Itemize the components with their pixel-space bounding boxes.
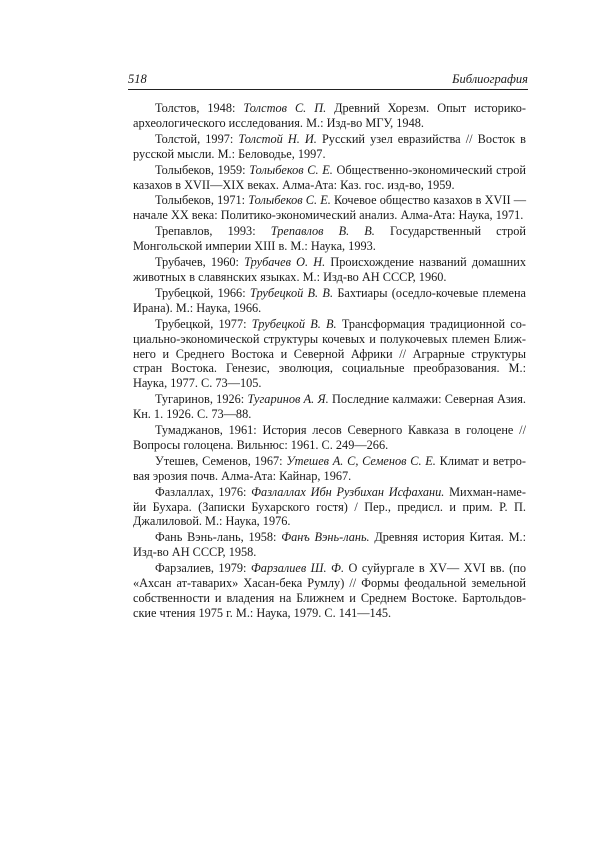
entry-text: Русский узел евразийства // Восток в русской мысли. М.: Беловодье, 1997.	[133, 131, 526, 161]
bibliography-entry	[133, 454, 526, 484]
bibliography-list	[133, 101, 526, 622]
entry-lead: Утешев, Семенов, 1967:	[155, 453, 287, 468]
running-header	[128, 72, 528, 88]
entry-author: Фанъ Вэнь-лань.	[281, 530, 370, 545]
entry-text: Михман-наме-йи Бухара. (Записки Бухарского гостя) / Пер., предисл. и прим. Р. П. Джалиловой. М.: Наука, 1976.	[133, 484, 526, 529]
entry-text: Государственный строй Монгольской империи XIII в. М.: Наука, 1993.	[133, 224, 526, 254]
bibliography-entry	[133, 193, 526, 223]
entry-lead: Фазлаллах, 1976:	[155, 484, 252, 499]
entry-lead: Тумаджанов, 1961:	[155, 423, 263, 438]
entry-lead: Толстой, 1997:	[155, 131, 239, 146]
entry-author: Толстой Н. И.	[238, 131, 317, 146]
entry-author: Трубецкой В. В.	[251, 316, 337, 331]
bibliography-entry	[133, 530, 526, 560]
entry-text: Происхождение названий домашних животных в славянских языках. М.: Изд-во АН СССР, 1960.	[133, 255, 526, 284]
entry-author: Толстов С. П.	[243, 101, 327, 115]
entry-lead: Толыбеков, 1971:	[155, 193, 249, 208]
entry-author: Тугаринов А. Я.	[247, 392, 329, 407]
entry-author: Фазлаллах Ибн Рузбихан Исфахани.	[251, 484, 445, 499]
bibliography-entry	[133, 561, 526, 621]
entry-author: Трубачев О. Н.	[244, 255, 326, 270]
entry-author: Утешев А. С, Семенов С. Е.	[286, 453, 436, 468]
bibliography-entry	[133, 423, 526, 453]
entry-text: Последние калмажи: Северная Азия. Кн. 1. 1926. С. 73—88.	[133, 392, 526, 422]
entry-lead: Тугаринов, 1926:	[155, 392, 248, 407]
entry-text: Климат и ветровая эрозия почв. Алма-Ата: Кайнар, 1967.	[133, 453, 526, 483]
entry-lead: Трубачев, 1960:	[155, 255, 245, 270]
header-rule	[128, 89, 528, 90]
entry-author: Толыбеков С. Е.	[249, 162, 333, 177]
entry-text: Кочевое общество казахов в XVII — начале XX века: Политико-экономический анализ. Алма-Ата: Наука, 1971.	[133, 193, 527, 223]
entry-text: Древняя история Китая. М.: Изд-во АН СССР, 1958.	[133, 530, 526, 560]
entry-author: Трепавлов В. В.	[270, 224, 375, 239]
entry-text: Древний Хорезм. Опыт историко-археологического исследования. М.: Изд-во МГУ, 1948.	[133, 101, 526, 130]
entry-author: Фарзалиев Ш. Ф.	[250, 561, 345, 576]
entry-text: История лесов Северного Кавказа в голоцене // Вопросы голоцена. Вильнюс: 1961. С. 249—266.	[133, 423, 526, 452]
bibliography-entry	[133, 485, 526, 530]
bibliography-entry	[133, 255, 526, 285]
entry-author: Толыбеков С. Е.	[248, 193, 331, 208]
entry-lead: Трепавлов, 1993:	[155, 224, 271, 239]
page-number: 518	[128, 72, 147, 86]
entry-text: О суйургале в XV— XVI вв. (по «Ахсан ат-таварих» Хасан-бека Румлу) // Формы феодальной земельной собственности и владения на Ближнем и Среднем Востоке. Бартольдовские чтения 1975 г. М.: Наука, 1979. С. 141—145.	[133, 561, 526, 620]
section-title: Библиография	[452, 72, 528, 86]
entry-lead: Толыбеков, 1959:	[155, 162, 250, 177]
entry-lead: Фарзалиев, 1979:	[155, 561, 251, 576]
entry-lead: Трубецкой, 1966:	[155, 285, 250, 300]
entry-text: Бахтиары (оседло-кочевые племена Ирана). М.: Наука, 1966.	[133, 285, 526, 315]
entry-text: Трансформация традиционной социально-экономической структуры кочевых и полукочевых племен Ближнего и Среднего Востока и Северной Африки // Аграрные структуры стран Востока. Генезис, эволюция, социальные преобразования. М.: Наука, 1977. С. 73—105.	[133, 316, 527, 391]
bibliography-entry	[133, 163, 526, 193]
entry-lead: Толстов, 1948:	[155, 101, 244, 115]
entry-author: Трубецкой В. В.	[249, 285, 334, 300]
bibliography-entry	[133, 224, 526, 254]
bibliography-entry	[133, 101, 526, 131]
entry-lead: Трубецкой, 1977:	[155, 316, 252, 331]
bibliography-entry	[133, 392, 526, 422]
entry-text: Общественно-экономический строй казахов в XVII—XIX веках. Алма-Ата: Каз. гос. изд-во, 1959.	[133, 162, 527, 192]
entry-lead: Фань Вэнь-лань, 1958:	[155, 530, 282, 545]
bibliography-entry	[133, 132, 526, 162]
bibliography-entry	[133, 317, 526, 392]
bibliography-entry	[133, 286, 526, 316]
